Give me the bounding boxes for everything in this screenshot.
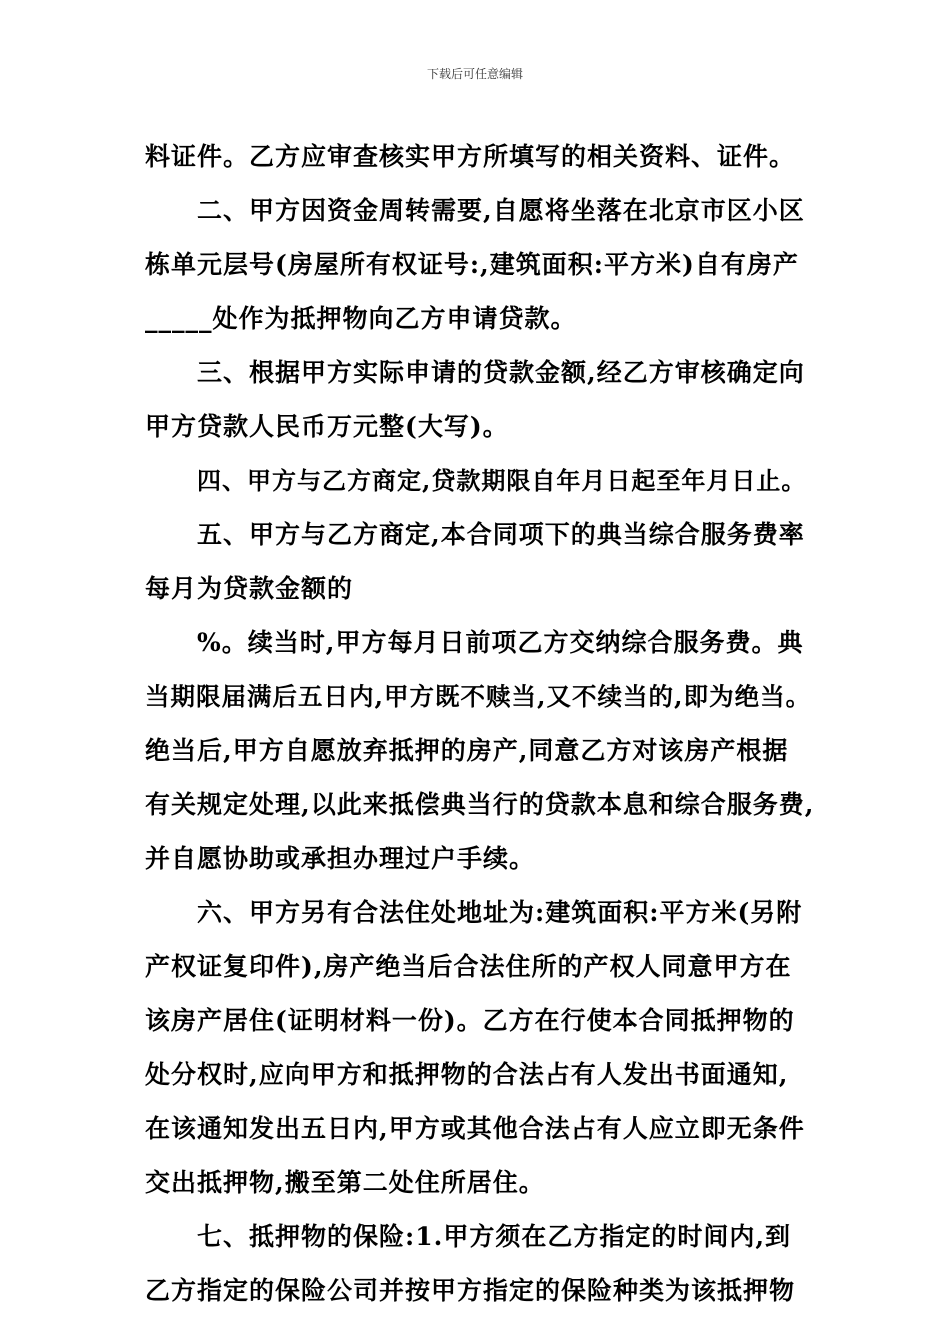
text-line: 四、甲方与乙方商定,贷款期限自年月日起至年月日止。 <box>197 466 807 495</box>
text-line: 该房产居住(证明材料一份)。乙方在行使本合同抵押物的 <box>145 1006 795 1035</box>
text-line: 每月为贷款金额的 <box>145 574 354 603</box>
text-line: 在该通知发出五日内,甲方或其他合法占有人应立即无条件 <box>145 1114 805 1143</box>
text-line: 七、抵押物的保险:1.甲方须在乙方指定的时间内,到 <box>197 1222 792 1251</box>
text-line: 六、甲方另有合法住处地址为:建筑面积:平方米(另附 <box>197 898 803 927</box>
page-header: 下载后可任意编辑 <box>426 67 523 81</box>
text-line: 五、甲方与乙方商定,本合同项下的典当综合服务费率 <box>197 520 805 549</box>
text-line: %。续当时,甲方每月日前项乙方交纳综合服务费。典 <box>197 628 804 657</box>
document-body <box>145 130 817 1318</box>
text-line: 三、根据甲方实际申请的贷款金额,经乙方审核确定向 <box>197 358 805 387</box>
text-line: 料证件。乙方应审查核实甲方所填写的相关资料、证件。 <box>145 142 796 171</box>
text-line: 二、甲方因资金周转需要,自愿将坐落在北京市区小区 <box>197 196 805 225</box>
text-line: 有关规定处理,以此来抵偿典当行的贷款本息和综合服务费, <box>145 790 815 819</box>
text-line: 并自愿协助或承担办理过户手续。 <box>145 844 536 873</box>
text-line: 甲方贷款人民币万元整(大写)。 <box>145 412 509 441</box>
text-line: _____处作为抵押物向乙方申请贷款。 <box>145 304 577 333</box>
text-line: 交出抵押物,搬至第二处住所居住。 <box>145 1168 545 1197</box>
text-line: 产权证复印件),房产绝当后合法住所的产权人同意甲方在 <box>145 952 792 981</box>
text-line: 当期限届满后五日内,甲方既不赎当,又不续当的,即为绝当。 <box>145 682 812 711</box>
text-line: 栋单元层号(房屋所有权证号:,建筑面积:平方米)自有房产 <box>145 250 799 279</box>
text-line: 绝当后,甲方自愿放弃抵押的房产,同意乙方对该房产根据 <box>145 736 789 765</box>
text-line: 处分权时,应向甲方和抵押物的合法占有人发出书面通知, <box>145 1060 789 1089</box>
text-line: 乙方指定的保险公司并按甲方指定的保险种类为该抵押物 <box>145 1276 796 1305</box>
